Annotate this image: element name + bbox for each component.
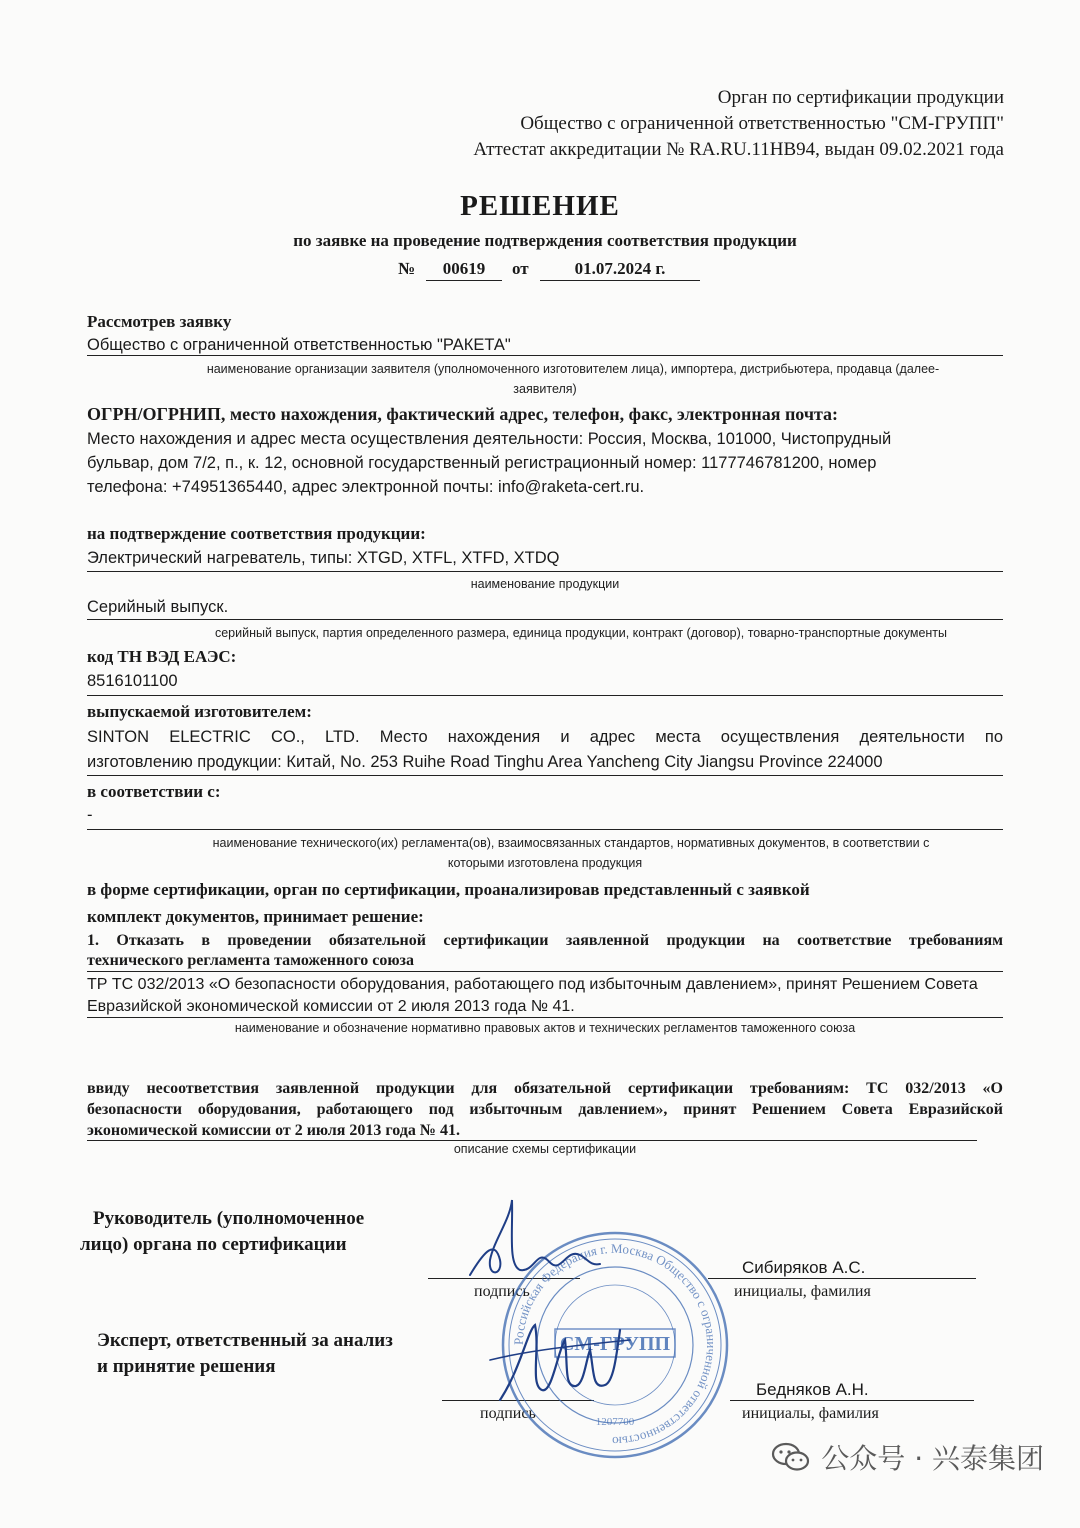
head-name-caption: инициалы, фамилия <box>734 1283 871 1300</box>
number-label: № <box>398 259 416 278</box>
ogrn-line-3: телефона: +74951365440, адрес электронной почты: info@raketa-cert.ru. <box>87 478 645 496</box>
regulation-caption: наименование и обозначение нормативно правовых актов и технических регламентов таможенного союза <box>234 1021 856 1035</box>
product-underline <box>87 571 1003 572</box>
conformity-value: - <box>87 806 93 824</box>
conformity-underline <box>87 829 1003 830</box>
expert-name: Бедняков А.Н. <box>756 1380 869 1399</box>
date-label: от <box>512 259 529 278</box>
head-title-line-1: Руководитель (уполномоченное <box>93 1208 365 1229</box>
regulation-line-2: Евразийской экономической комиссии от 2 июля 2013 года № 41. <box>87 998 575 1015</box>
accreditation-line: Аттестат аккредитации № RA.RU.11НВ94, выдан 09.02.2021 года <box>473 139 1004 160</box>
reason-underline <box>87 1140 977 1141</box>
manufacturer-underline <box>87 775 1003 776</box>
head-title-line-2: лицо) органа по сертификации <box>80 1234 347 1255</box>
decision-item-1-line-2: технического регламента таможенного союза <box>87 952 414 969</box>
reason-line-1: ввиду несоответствия заявленной продукции для обязательной сертификации требованиям: ТС 032/2013 «О <box>87 1080 1003 1097</box>
conformity-caption-2: которыми изготовлена продукция <box>447 856 643 870</box>
applicant-value: Общество с ограниченной ответственностью "РАКЕТА" <box>87 336 511 354</box>
applicant-caption-1: наименование организации заявителя (уполномоченного изготовителем лица), импортера, дистрибьютера, продавца (далее- <box>206 362 940 376</box>
stamp-center-text: СМ-ГРУПП <box>559 1333 671 1355</box>
expert-name-caption: инициалы, фамилия <box>742 1405 879 1422</box>
regulation-underline <box>87 1017 1003 1018</box>
tnved-underline <box>87 695 1003 696</box>
conformity-heading: в соответствии с: <box>87 782 221 801</box>
tnved-heading: код ТН ВЭД ЕАЭС: <box>87 647 237 666</box>
product-value: Электрический нагреватель, типы: XTGD, XTFL, XTFD, XTDQ <box>87 549 560 567</box>
expert-name-line <box>730 1400 974 1401</box>
expert-signature <box>480 1290 650 1420</box>
ogrn-line-1: Место нахождения и адрес места осуществления деятельности: Россия, Москва, 101000, Чистопрудный <box>87 430 892 448</box>
ogrn-heading: ОГРН/ОГРНИП, место нахождения, фактический адрес, телефон, факс, электронная почта: <box>87 404 839 424</box>
reason-caption: описание схемы сертификации <box>453 1142 637 1156</box>
release-underline <box>87 619 1003 620</box>
head-name: Сибиряков А.С. <box>742 1258 866 1277</box>
head-signature <box>440 1180 640 1300</box>
decision-item-1-line-1: 1. Отказать в проведении обязательной сертификации заявленной продукции на соответствие требованиям <box>87 932 1003 949</box>
stamp-ring-text: Российская Федерация г. Москва Общество с ограниченной ответственностью <box>510 1240 720 1450</box>
expert-title-line-1: Эксперт, ответственный за анализ <box>97 1330 393 1351</box>
issuer-line-2: Общество с ограниченной ответственностью "СМ-ГРУПП" <box>520 113 1004 134</box>
product-caption: наименование продукции <box>470 577 620 591</box>
decision-number: 00619 <box>442 259 486 278</box>
issuer-line-1: Орган по сертификации продукции <box>717 87 1004 108</box>
wechat-icon <box>771 1441 811 1473</box>
product-heading: на подтверждение соответствия продукции: <box>87 524 426 543</box>
decision-date: 01.07.2024 г. <box>574 259 666 278</box>
watermark-text: 公众号 · 兴泰集团 <box>821 1442 1044 1475</box>
reason-line-2: безопасности оборудования, работающего под избыточным давлением», принят Решением Совета Евразийской <box>87 1101 1003 1118</box>
decision-line-2: комплект документов, принимает решение: <box>87 907 424 926</box>
manufacturer-heading: выпускаемой изготовителем: <box>87 702 312 721</box>
decision-line-1: в форме сертификации, орган по сертификации, проанализировав представленный с заявкой <box>87 880 810 899</box>
regulation-line-1: ТР ТС 032/2013 «О безопасности оборудования, работающего под избыточным давлением», принят Решением Совета <box>87 976 978 993</box>
applicant-heading: Рассмотрев заявку <box>87 312 232 331</box>
date-underline <box>540 280 700 281</box>
decision-item-underline <box>87 971 1003 972</box>
watermark <box>771 1437 1044 1477</box>
ogrn-line-2: бульвар, дом 7/2, п., к. 12, основной государственный регистрационный номер: 1177746781200, номер <box>87 454 877 472</box>
stamp-number: 1207700 <box>595 1416 635 1428</box>
reason-line-3: экономической комиссии от 2 июля 2013 года № 41. <box>87 1122 460 1139</box>
tnved-value: 8516101100 <box>87 672 178 690</box>
head-name-line <box>708 1278 976 1279</box>
release-value: Серийный выпуск. <box>87 598 229 616</box>
manufacturer-line-2: изготовлению продукции: Китай, No. 253 Ruihe Road Tinghu Area Yancheng City Jiangsu Province 224000 <box>87 753 883 771</box>
manufacturer-line-1: SINTON ELECTRIC CO., LTD. Место нахождения и адрес места осуществления деятельности по <box>87 728 1003 746</box>
conformity-caption-1: наименование технического(их) регламента(ов), взаимосвязанных стандартов, нормативных документов, в соответствии с <box>212 836 930 850</box>
applicant-underline <box>87 355 1003 356</box>
document-title: РЕШЕНИЕ <box>460 190 620 222</box>
expert-title-line-2: и принятие решения <box>97 1356 276 1377</box>
head-signature-caption: подпись <box>474 1283 530 1300</box>
document-subtitle: по заявке на проведение подтверждения соответствия продукции <box>293 231 797 250</box>
applicant-caption-2: заявителя) <box>513 382 577 396</box>
number-underline <box>426 280 502 281</box>
expert-signature-caption: подпись <box>480 1405 536 1422</box>
release-caption: серийный выпуск, партия определенного размера, единица продукции, контракт (договор), товарно-транспортные документы <box>214 626 948 640</box>
